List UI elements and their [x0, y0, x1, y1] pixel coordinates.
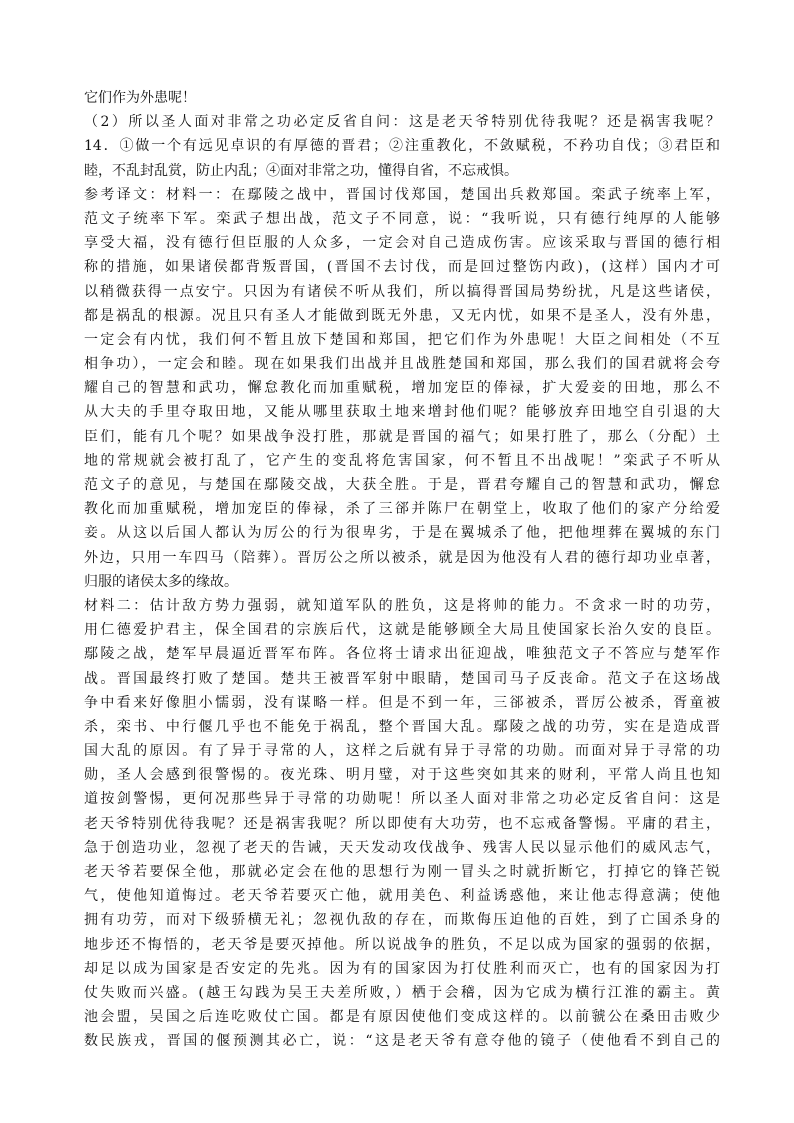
text-line: 气，使他知道悔过。老天爷若要灭亡他，就用美色、利益诱惑他，来让他志得意满；使他 — [84, 888, 720, 905]
text-line: 耀自己的智慧和武功，懈怠教化而加重赋税，增加宠臣的俸禄，扩大爱妾的田地，那么不 — [84, 380, 720, 397]
text-line: 教化而加重赋税，增加宠臣的俸禄，杀了三郤并陈尸在朝堂上，收取了他们的家产分给爱 — [84, 501, 720, 518]
text-line: 拥有功劳，而对下级骄横无礼；忽视仇敌的存在，而欺侮压迫他的百姓，到了亡国杀身的 — [84, 912, 720, 929]
text-line: 地的常规就会被打乱了，它产生的变乱将危害国家，何不暂且不出战呢！”栾武子不听从 — [84, 452, 720, 469]
text-line: 用仁德爱护君主，保全国君的宗族后代，这就是能够顾全大局且使国家长治久安的良臣。 — [84, 622, 720, 639]
text-line: 材料二：估计敌方势力强弱，就知道军队的胜负，这是将帅的能力。不贪求一时的功劳， — [84, 597, 720, 614]
text-line: 相争功），一定会和睦。现在如果我们出战并且战胜楚国和郑国，那么我们的国君就将会夸 — [84, 356, 720, 373]
text-line: 数民族戎，晋国的偃预测其必亡，说：“这是老天爷有意夺他的镜子（使他看不到自己的 — [84, 1033, 720, 1050]
text-line: 却足以成为国家是否安定的先兆。因为有的国家因为打仗胜利而灭亡，也有的国家因为打 — [84, 960, 720, 977]
text-line: 国大乱的原因。有了异于寻常的人，这样之后就有异于寻常的功勋。而面对异于寻常的功 — [84, 743, 720, 760]
text-line: 仗失败而兴盛。(越王勾践为吴王夫差所败，）栖于会稽，因为它成为横行江淮的霸主。黄 — [84, 984, 720, 1001]
text-line: 范文子统率下军。栾武子想出战，范文子不同意，说：“我听说，只有德行纯厚的人能够 — [84, 210, 720, 227]
text-line: 都是祸乱的根源。况且只有圣人才能做到既无外患，又无内忧，如果不是圣人，没有外患， — [84, 307, 720, 324]
text-line: 鄢陵之战，楚军早晨逼近晋军布阵。各位将士请求出征迎战，唯独范文子不答应与楚军作 — [84, 646, 720, 663]
document-page — [84, 86, 720, 1054]
text-line: 勋，圣人会感到很警惕的。夜光珠、明月璧，对于这些突如其来的财利，平常人尚且也知 — [84, 767, 720, 784]
text-line: 睦，不乱封乱赏，防止内乱；④面对非常之功，懂得自省，不忘戒惧。 — [84, 162, 518, 179]
text-line: 称的措施，如果诸侯都背叛晋国，(晋国不去讨伐，而是回过整饬内政)，(这样）国内才可 — [84, 259, 720, 276]
text-line: 参考译文：材料一：在鄢陵之战中，晋国讨伐郑国，楚国出兵救郑国。栾武子统率上军， — [84, 186, 720, 203]
text-line: 地步还不悔悟的，老天爷是要灭掉他。所以说战争的胜负，不足以成为国家的强弱的依据， — [84, 936, 720, 953]
text-line: 杀，栾书、中行偃几乎也不能免于祸乱，整个晋国大乱。鄢陵之战的功劳，实在是造成晋 — [84, 718, 720, 735]
text-line: 范文子的意见，与楚国在鄢陵交战，大获全胜。于是，晋君夸耀自己的智慧和武功，懈怠 — [84, 477, 720, 493]
text-line: 14．①做一个有远见卓识的有厚德的晋君；②注重教化，不敛赋税，不矜功自伐；③君臣和 — [84, 138, 720, 155]
text-line: 享受大福，没有德行但臣服的人众多，一定会对自己造成伤害。应该采取与晋国的德行相 — [84, 235, 720, 252]
text-line: 以稍微获得一点安宁。只因为有诸侯不听从我们，所以搞得晋国局势纷扰，凡是这些诸侯， — [84, 283, 720, 300]
text-line: 妾。从这以后国人都认为厉公的行为很卑劣，于是在翼城杀了他，把他埋葬在翼城的东门 — [84, 525, 720, 542]
text-line: 归服的诸侯太多的缘故。 — [84, 573, 238, 590]
text-line: 臣们，能有几个呢？如果战争没打胜，那就是晋国的福气；如果打胜了，那么（分配）土 — [84, 428, 720, 445]
text-line: （2）所以圣人面对非常之功必定反省自问：这是老天爷特别优待我呢？还是祸害我呢？ — [84, 114, 720, 131]
text-line: 它们作为外患呢！ — [84, 90, 196, 106]
text-line: 从大夫的手里夺取田地，又能从哪里获取土地来增封他们呢？能够放弃田地空自引退的大 — [84, 404, 720, 421]
text-line: 战。晋国最终打败了楚国。楚共王被晋军射中眼睛，楚国司马子反丧命。范文子在这场战 — [84, 670, 720, 687]
text-line: 争中看来好像胆小懦弱，没有谋略一样。但是不到一年，三郤被杀，晋厉公被杀，胥童被 — [84, 694, 720, 711]
text-line: 道按剑警惕，更何况那些异于寻常的功勋呢！所以圣人面对非常之功必定反省自问：这是 — [84, 791, 720, 808]
text-line: 外边，只用一车四马（陪葬）。晋厉公之所以被杀，就是因为他没有人君的德行却功业卓著， — [84, 549, 720, 566]
text-line: 老天爷特别优待我呢？还是祸害我呢？所以即使有大功劳，也不忘戒备警惕。平庸的君主， — [84, 815, 720, 832]
text-line: 急于创造功业，忽视了老天的告诫，天天发动攻伐战争、残害人民以显示他们的威风志气， — [84, 839, 720, 856]
text-line: 池会盟，吴国之后连吃败仗亡国。都是有原因使他们变成这样的。以前虢公在桑田击败少 — [84, 1009, 720, 1026]
text-line: 老天爷若要保全他，那就必定会在他的思想行为刚一冒头之时就折断它，打掉它的锋芒锐 — [84, 864, 720, 880]
text-line: 一定会有内忧，我们何不暂且放下楚国和郑国，把它们作为外患呢！大臣之间相处（不互 — [84, 331, 720, 348]
